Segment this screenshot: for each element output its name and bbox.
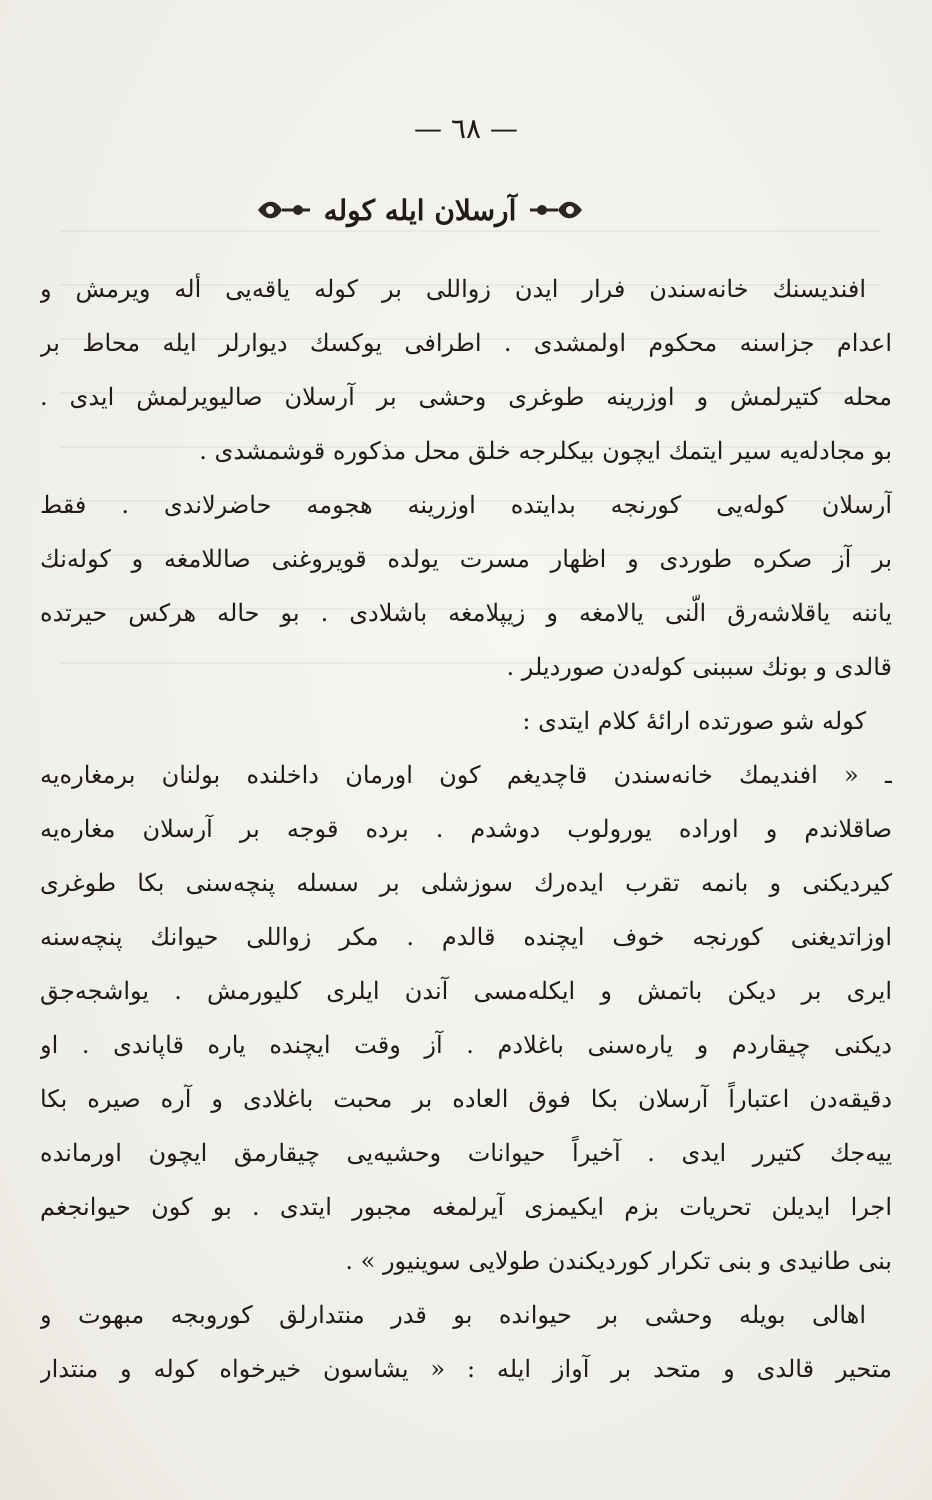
text-line: قالدی و بونك سببنی کوله‌دن صوردیلر .	[506, 653, 892, 681]
text-line: ییه‌جك کتیرر ایدی . آخیراً حیوانات وحشیه‌یی چیقارمق ایچون اورمانده	[40, 1139, 892, 1167]
text-line: صاقلاندم و اوراده یورولوب دوشدم . برده قوجه بر آرسلان مغاره‌یه	[40, 815, 892, 843]
text-line: ایری بر دیکن باتمش و ایکله‌مسی آندن ایلری کلیورمش . یواشجه‌جق	[40, 977, 892, 1005]
text-line: بنی طانیدی و بنی تکرار کوردیکندن طولایی سوینیور » .	[345, 1247, 892, 1275]
text-line: دیکنی چیقاردم و یاره‌سنی باغلادم . آز وقت ایچنده یاره قاپاندی . او	[40, 1031, 892, 1059]
text-line: بر آز صکره طوردی و اظهار مسرت یولده قویروغنی صاللامغه و کوله‌نك	[40, 545, 892, 573]
text-line: آرسلان کوله‌یی کورنجه بدایتده اوزرینه هجومه حاضرلاندی . فقط	[40, 491, 892, 519]
text-line: اجرا ایدیلن تحریات بزم ایکیمزی آیرلمغه مجبور ایتدی . بو کون حیوانجغم	[40, 1193, 892, 1221]
text-line: اوزاتدیغنی کورنجه خوف ایچنده قالدم . مکر زواللی حیوانك پنچه‌سنه	[40, 923, 892, 951]
body-text	[40, 262, 892, 1396]
text-line: محله کتیرلمش و اوزرینه طوغری وحشی بر آرسلان صالیویرلمش ایدی .	[40, 383, 892, 411]
text-line: کیردیکنی و بانمه تقرب ایده‌رك سوزشلی بر سسله پنچه‌سنی بکا طوغری	[40, 869, 892, 897]
section-heading	[240, 188, 600, 232]
fleuron-left-icon	[254, 195, 312, 225]
text-line: دقیقه‌دن اعتباراً آرسلان بکا فوق العاده بر محبت باغلادی و آره صیره بکا	[40, 1085, 892, 1113]
fleuron-right-icon	[528, 195, 586, 225]
text-line: اعدام جزاسنه محکوم اولمشدی . اطرافی یوکسك دیوارلر ایله محاط بر	[40, 329, 892, 357]
text-line: بو مجادله‌یه سیر ایتمك ایچون بیکلرجه خلق محل مذکوره قوشمشدی .	[199, 437, 892, 465]
text-line: ـ « افندیمك خانه‌سندن قاچدیغم کون اورمان داخلنده بولنان برمغاره‌یه	[40, 761, 892, 789]
text-line: اهالی بویله وحشی بر حیوانده بو قدر منتدارلق کوروبجه مبهوت و	[40, 1301, 866, 1329]
text-line: افندیسنك خانه‌سندن فرار ایدن زواللی بر کوله یاقه‌یی أله ویرمش و	[40, 275, 866, 303]
text-line: متحیر قالدی و متحد بر آواز ایله : « یشاسون خیرخواه کوله و منتدار	[40, 1355, 892, 1383]
page-number: — ٦٨ —	[414, 112, 518, 145]
section-title: آرسلان ایله کوله	[323, 193, 517, 227]
text-line: کوله شو صورتده ارائهٔ کلام ایتدی :	[522, 707, 866, 735]
text-line: یاننه یاقلاشه‌رق الّنی یالامغه و زیپلامغه باشلادی . بو حاله هرکس حیرتده	[40, 599, 892, 627]
